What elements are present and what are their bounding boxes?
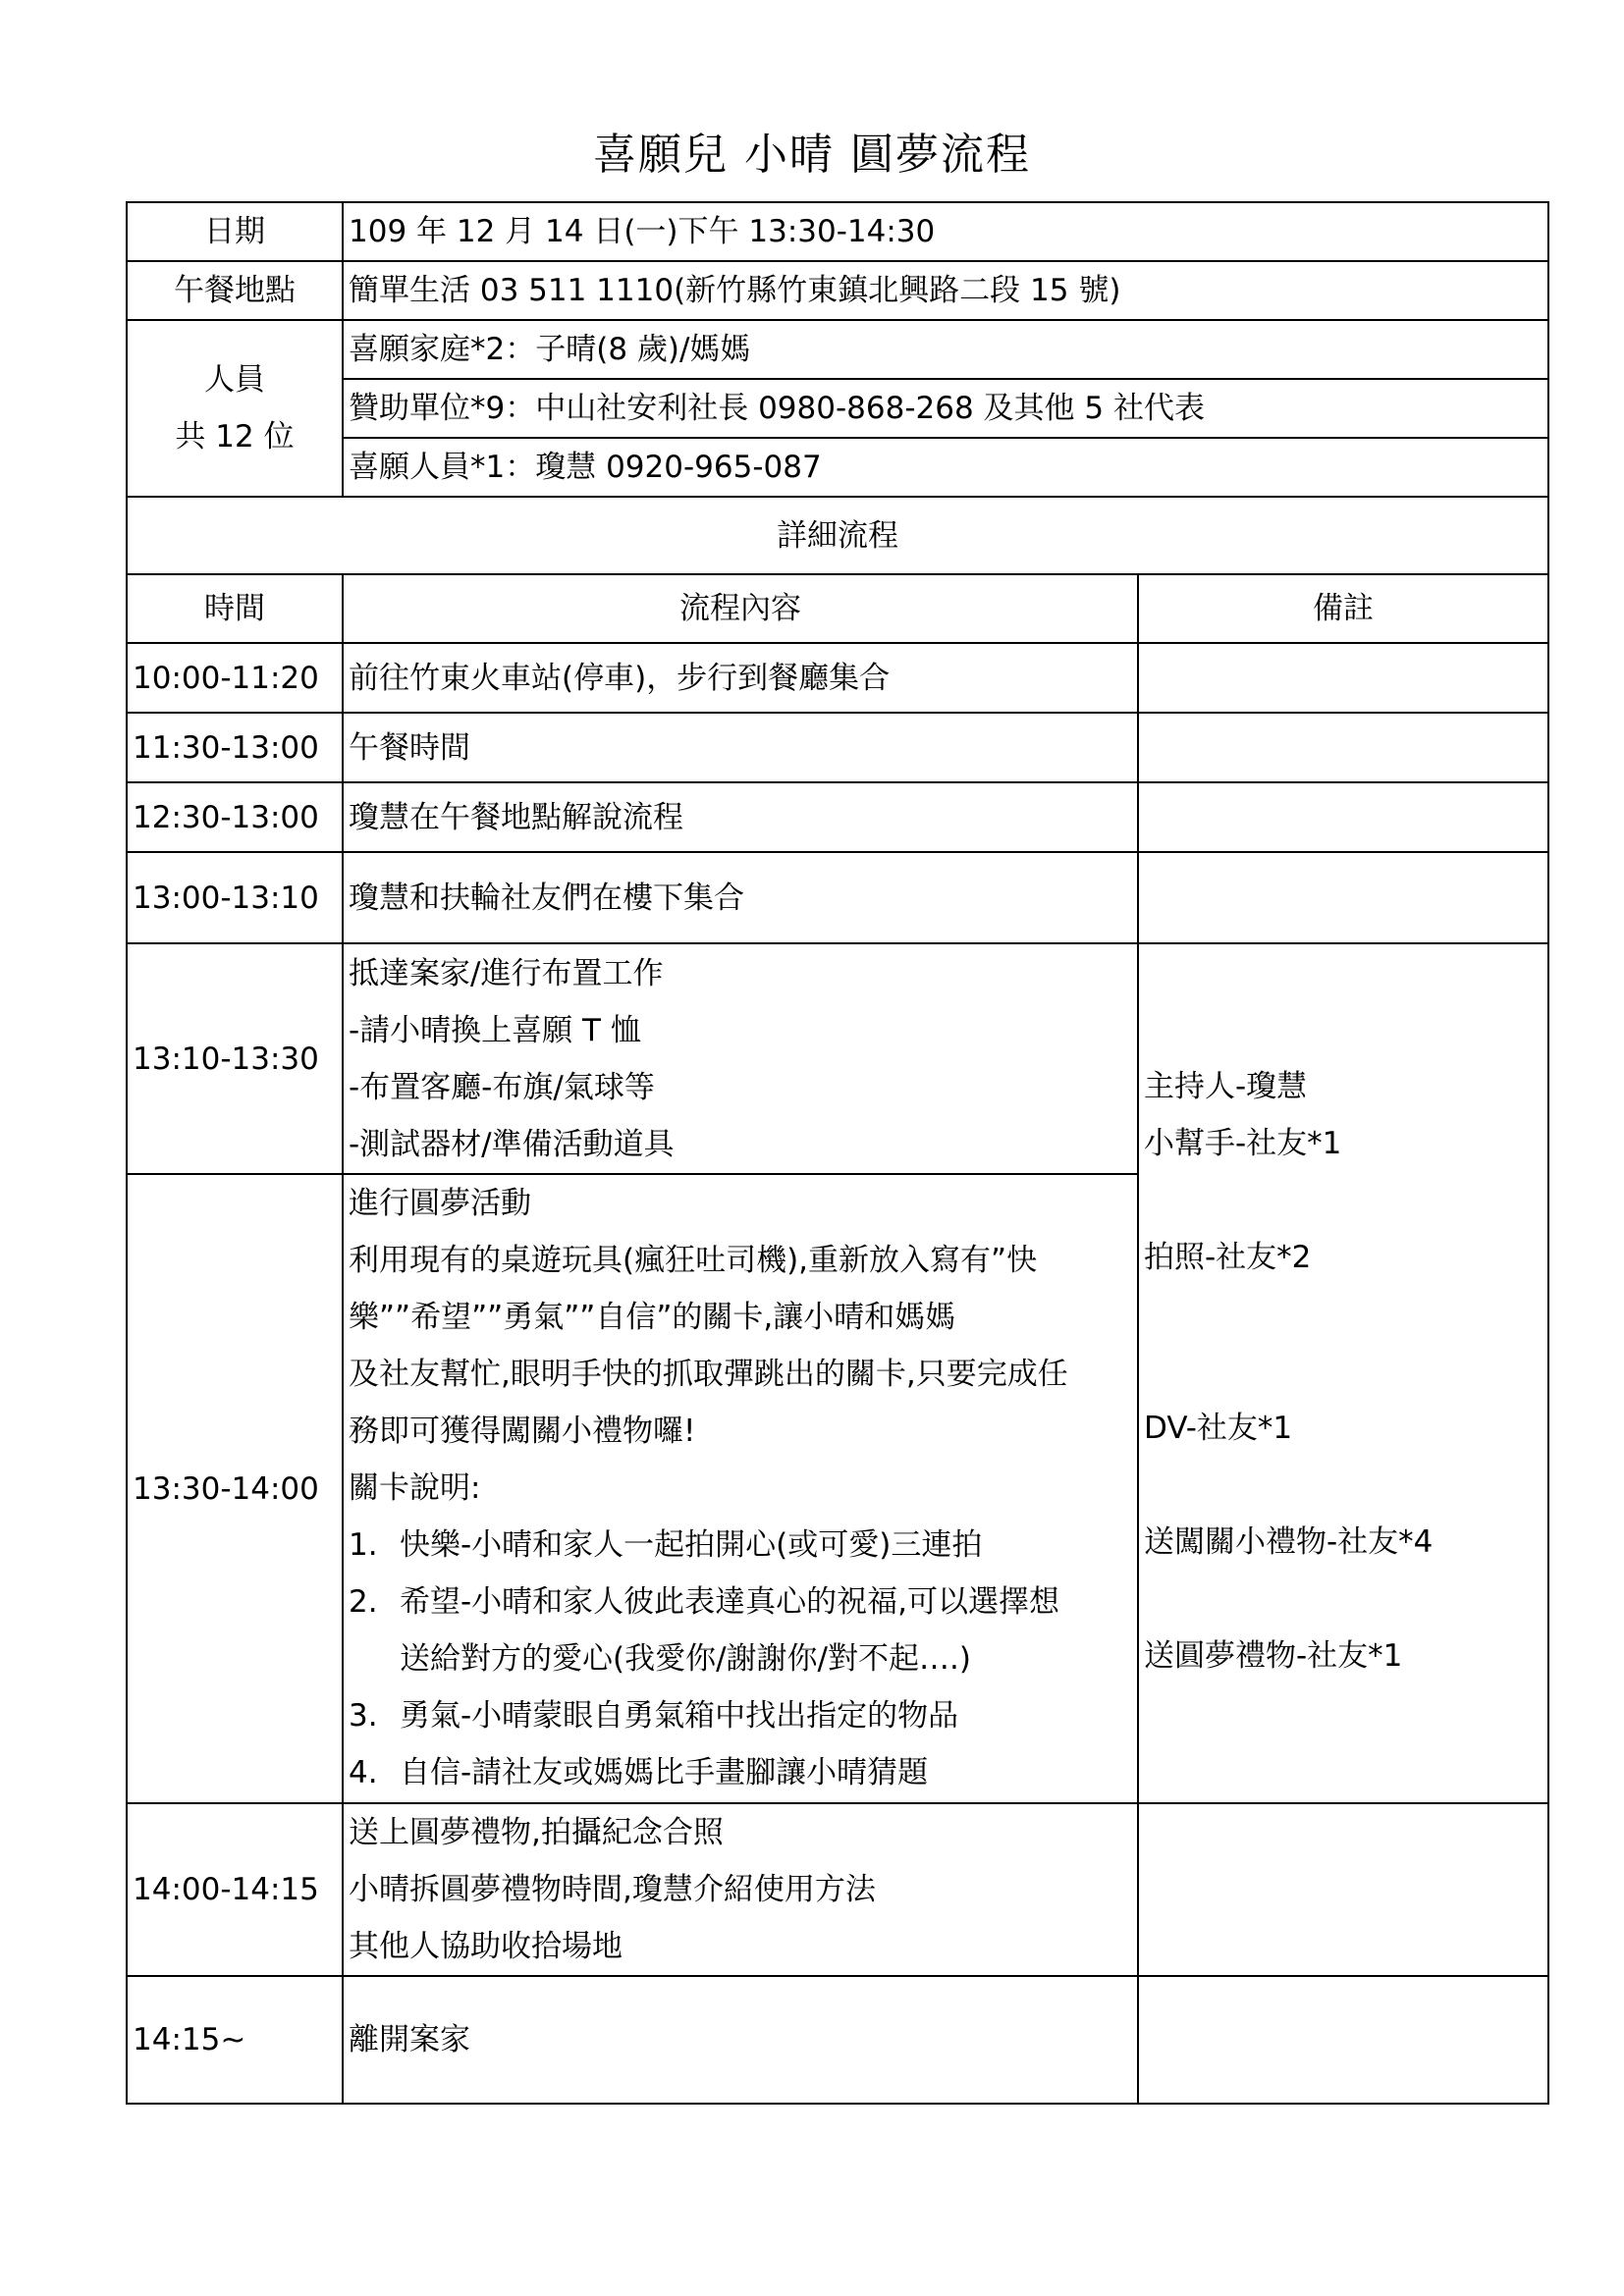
date-label: 日期 [127, 202, 343, 261]
staff-wish: 喜願人員*1：瓊慧 0920-965-087 [343, 438, 1548, 497]
header-note: 備註 [1138, 574, 1548, 643]
row-content [343, 1803, 1138, 1976]
note-dream-gift: 送圓夢禮物-社友*1 [1144, 1638, 1403, 1674]
staff-row [127, 320, 1548, 379]
list-item-number: 3. [349, 1698, 378, 1734]
row-content [343, 1174, 1138, 1803]
list-item [349, 1687, 1132, 1744]
schedule-row [127, 643, 1548, 713]
schedule-table [126, 201, 1549, 2105]
content-line: 進行圓夢活動 [349, 1186, 531, 1221]
row-note [1138, 782, 1548, 852]
row-time: 12:30-13:00 [127, 782, 343, 852]
row-content: 前往竹東火車站(停車)，步行到餐廳集合 [343, 643, 1138, 713]
content-line: -布置客廳-布旗/氣球等 [349, 1069, 655, 1105]
row-note-roles [1138, 943, 1548, 1803]
row-content [343, 943, 1138, 1174]
schedule-row [127, 852, 1548, 943]
staff-sponsor: 贊助單位*9：中山社安利社長 0980-868-268 及其他 5 社代表 [343, 379, 1548, 438]
list-item [349, 1744, 1132, 1801]
schedule-row [127, 943, 1548, 1174]
content-line: 關卡說明: [349, 1470, 481, 1506]
section-title-row [127, 497, 1548, 574]
date-value: 109 年 12 月 14 日(一)下午 13:30-14:30 [343, 202, 1548, 261]
content-line: -請小晴換上喜願 T 恤 [349, 1012, 641, 1048]
row-note [1138, 713, 1548, 782]
list-item-text: 勇氣-小晴蒙眼自勇氣箱中找出指定的物品 [400, 1698, 959, 1734]
staff-family: 喜願家庭*2：子晴(8 歲)/媽媽 [343, 320, 1548, 379]
schedule-row [127, 1803, 1548, 1976]
row-time: 10:00-11:20 [127, 643, 343, 713]
content-line: 務即可獲得闖關小禮物囉! [349, 1414, 696, 1449]
content-line: -測試器材/準備活動道具 [349, 1126, 675, 1162]
row-time: 14:00-14:15 [127, 1803, 343, 1976]
content-line: 抵達案家/進行布置工作 [349, 955, 664, 991]
list-item-number: 2. [349, 1584, 378, 1620]
row-content: 離開案家 [343, 1976, 1138, 2104]
staff-label [127, 320, 343, 497]
staff-label-line-1: 人員 [204, 362, 265, 398]
page-title: 喜願兒 小晴 圓夢流程 [593, 130, 1031, 180]
row-note [1138, 852, 1548, 943]
row-time: 13:00-13:10 [127, 852, 343, 943]
content-line: 樂””希望””勇氣””自信”的關卡,讓小晴和媽媽 [349, 1300, 956, 1335]
header-content: 流程內容 [343, 574, 1138, 643]
row-note [1138, 1803, 1548, 1976]
note-helper: 小幫手-社友*1 [1144, 1126, 1342, 1161]
content-line: 及社友幫忙,眼明手快的抓取彈跳出的關卡,只要完成任 [349, 1357, 1068, 1392]
date-row [127, 202, 1548, 261]
row-content: 瓊慧和扶輪社友們在樓下集合 [343, 852, 1138, 943]
list-item-number: 4. [349, 1755, 378, 1790]
list-item-text: 自信-請社友或媽媽比手畫腳讓小晴猜題 [400, 1755, 929, 1790]
row-time: 14:15~ [127, 1976, 343, 2104]
row-content: 瓊慧在午餐地點解說流程 [343, 782, 1138, 852]
row-note [1138, 643, 1548, 713]
schedule-row [127, 782, 1548, 852]
note-dv: DV-社友*1 [1144, 1411, 1293, 1446]
content-line: 利用現有的桌遊玩具(瘋狂吐司機),重新放入寫有”快 [349, 1243, 1038, 1278]
content-line: 小晴拆圓夢禮物時間,瓊慧介紹使用方法 [349, 1872, 876, 1907]
header-time: 時間 [127, 574, 343, 643]
note-host: 主持人-瓊慧 [1144, 1069, 1308, 1104]
row-content: 午餐時間 [343, 713, 1138, 782]
list-item-continuation: 送給對方的愛心(我愛你/謝謝你/對不起….) [400, 1641, 971, 1677]
lunch-row [127, 261, 1548, 320]
list-item [349, 1517, 1132, 1574]
list-item-text: 快樂-小晴和家人一起拍開心(或可愛)三連拍 [400, 1527, 983, 1563]
row-time: 13:30-14:00 [127, 1174, 343, 1803]
content-line: 送上圓夢禮物,拍攝紀念合照 [349, 1815, 724, 1850]
section-title: 詳細流程 [127, 497, 1548, 574]
list-item-number: 1. [349, 1527, 378, 1563]
staff-label-line-2: 共 12 位 [175, 419, 295, 454]
list-item-text: 希望-小晴和家人彼此表達真心的祝福,可以選擇想 [400, 1584, 1060, 1620]
note-gift: 送闖關小禮物-社友*4 [1144, 1524, 1434, 1560]
schedule-row [127, 713, 1548, 782]
lunch-label: 午餐地點 [127, 261, 343, 320]
schedule-row [127, 1976, 1548, 2104]
note-photo: 拍照-社友*2 [1144, 1240, 1312, 1275]
row-time: 11:30-13:00 [127, 713, 343, 782]
lunch-value: 簡單生活 03 511 1110(新竹縣竹東鎮北興路二段 15 號) [343, 261, 1548, 320]
row-note [1138, 1976, 1548, 2104]
row-time: 13:10-13:30 [127, 943, 343, 1174]
list-item [349, 1574, 1132, 1630]
header-row [127, 574, 1548, 643]
content-line: 其他人協助收拾場地 [349, 1929, 623, 1964]
